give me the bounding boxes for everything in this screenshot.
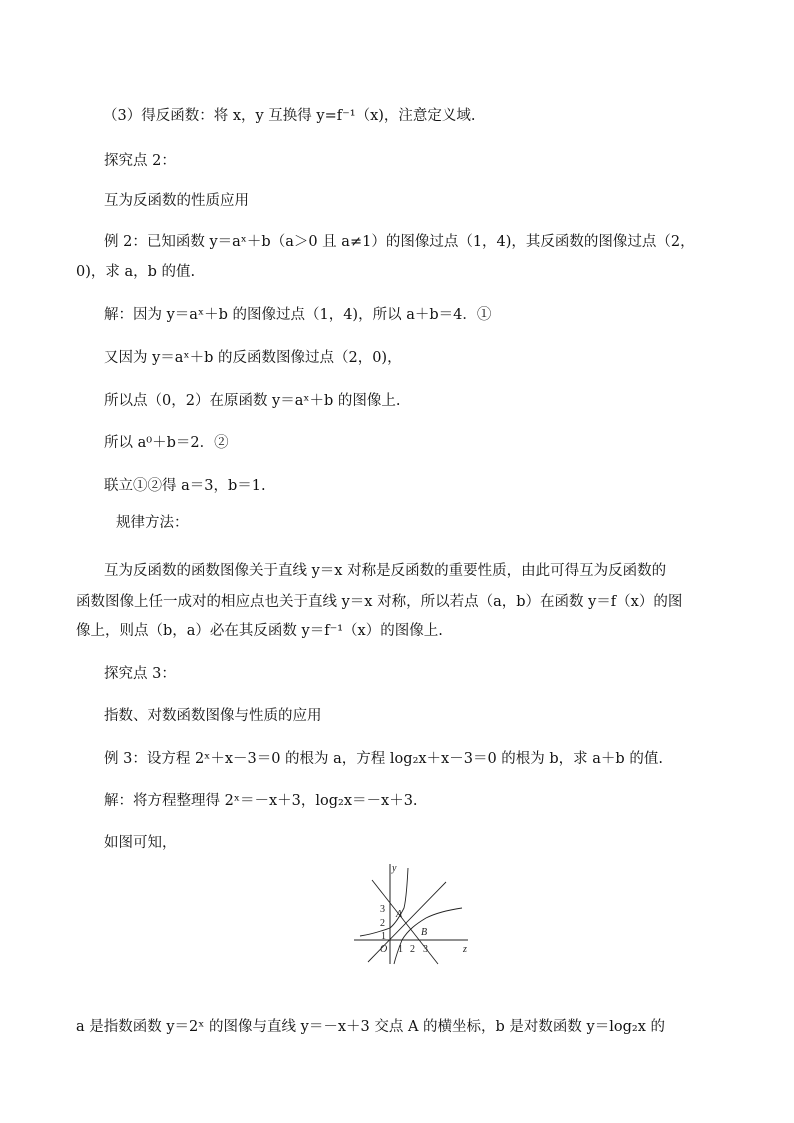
- section-title-2: 互为反函数的性质应用: [104, 193, 249, 209]
- origin-label: O: [380, 944, 388, 955]
- y-tick-2: 2: [380, 918, 385, 929]
- method-line-3: 像上，则点（b，a）必在其反函数 y＝f⁻¹（x）的图像上.: [76, 623, 443, 639]
- function-graph-figure: [350, 860, 474, 968]
- method-line-2: 函数图像上任一成对的相应点也关于直线 y＝x 对称，所以若点（a，b）在函数 y＝f（x）的图: [76, 594, 683, 610]
- solution-2-line-4: 所以 a⁰＋b＝2．②: [104, 435, 229, 451]
- section-heading-2: 探究点 2：: [104, 153, 176, 169]
- solution-2-line-1: 解：因为 y＝aˣ＋b 的图像过点（1，4)，所以 a＋b＝4．①: [104, 307, 492, 323]
- method-line-1: 互为反函数的函数图像关于直线 y＝x 对称是反函数的重要性质，由此可得互为反函数的: [104, 563, 667, 579]
- solution-2-line-5: 联立①②得 a＝3，b＝1.: [104, 478, 266, 494]
- example-3-line-1: 例 3：设方程 2ˣ＋x－3＝0 的根为 a，方程 log₂x＋x－3＝0 的根为 b，求 a＋b 的值.: [104, 751, 663, 767]
- solution-3-line-3: a 是指数函数 y＝2ˣ 的图像与直线 y＝－x＋3 交点 A 的横坐标，b 是对数函数 y＝log₂x 的: [76, 1019, 665, 1035]
- section-heading-3: 探究点 3：: [104, 666, 176, 682]
- example-2-line-1: 例 2：已知函数 y＝aˣ＋b（a＞0 且 a≠1）的图像过点（1，4)，其反函数的图像过点（2，: [104, 234, 695, 250]
- x-tick-1: 1: [398, 944, 403, 955]
- y-tick-3: 3: [380, 904, 385, 915]
- solution-3-line-2: 如图可知，: [104, 835, 177, 851]
- example-2-line-2: 0)，求 a，b 的值.: [76, 264, 196, 280]
- text-line-1: （3）得反函数：将 x，y 互换得 y=f⁻¹（x)，注意定义域.: [103, 108, 476, 124]
- y-axis-label: y: [392, 863, 397, 874]
- method-heading: 规律方法：: [116, 515, 189, 531]
- y-tick-1: 1: [381, 931, 386, 942]
- point-a-label: A: [396, 909, 403, 920]
- solution-2-line-2: 又因为 y＝aˣ＋b 的反函数图像过点（2，0)，: [104, 350, 402, 366]
- solution-2-line-3: 所以点（0，2）在原函数 y＝aˣ＋b 的图像上.: [104, 393, 401, 409]
- solution-3-line-1: 解：将方程整理得 2ˣ＝－x＋3，log₂x＝－x＋3.: [104, 793, 418, 809]
- point-b-label: B: [421, 927, 428, 938]
- x-tick-3: 3: [423, 944, 428, 955]
- section-title-3: 指数、对数函数图像与性质的应用: [104, 708, 322, 724]
- x-axis-label: z: [463, 944, 467, 955]
- log-curve: [394, 908, 462, 964]
- x-tick-2: 2: [410, 944, 415, 955]
